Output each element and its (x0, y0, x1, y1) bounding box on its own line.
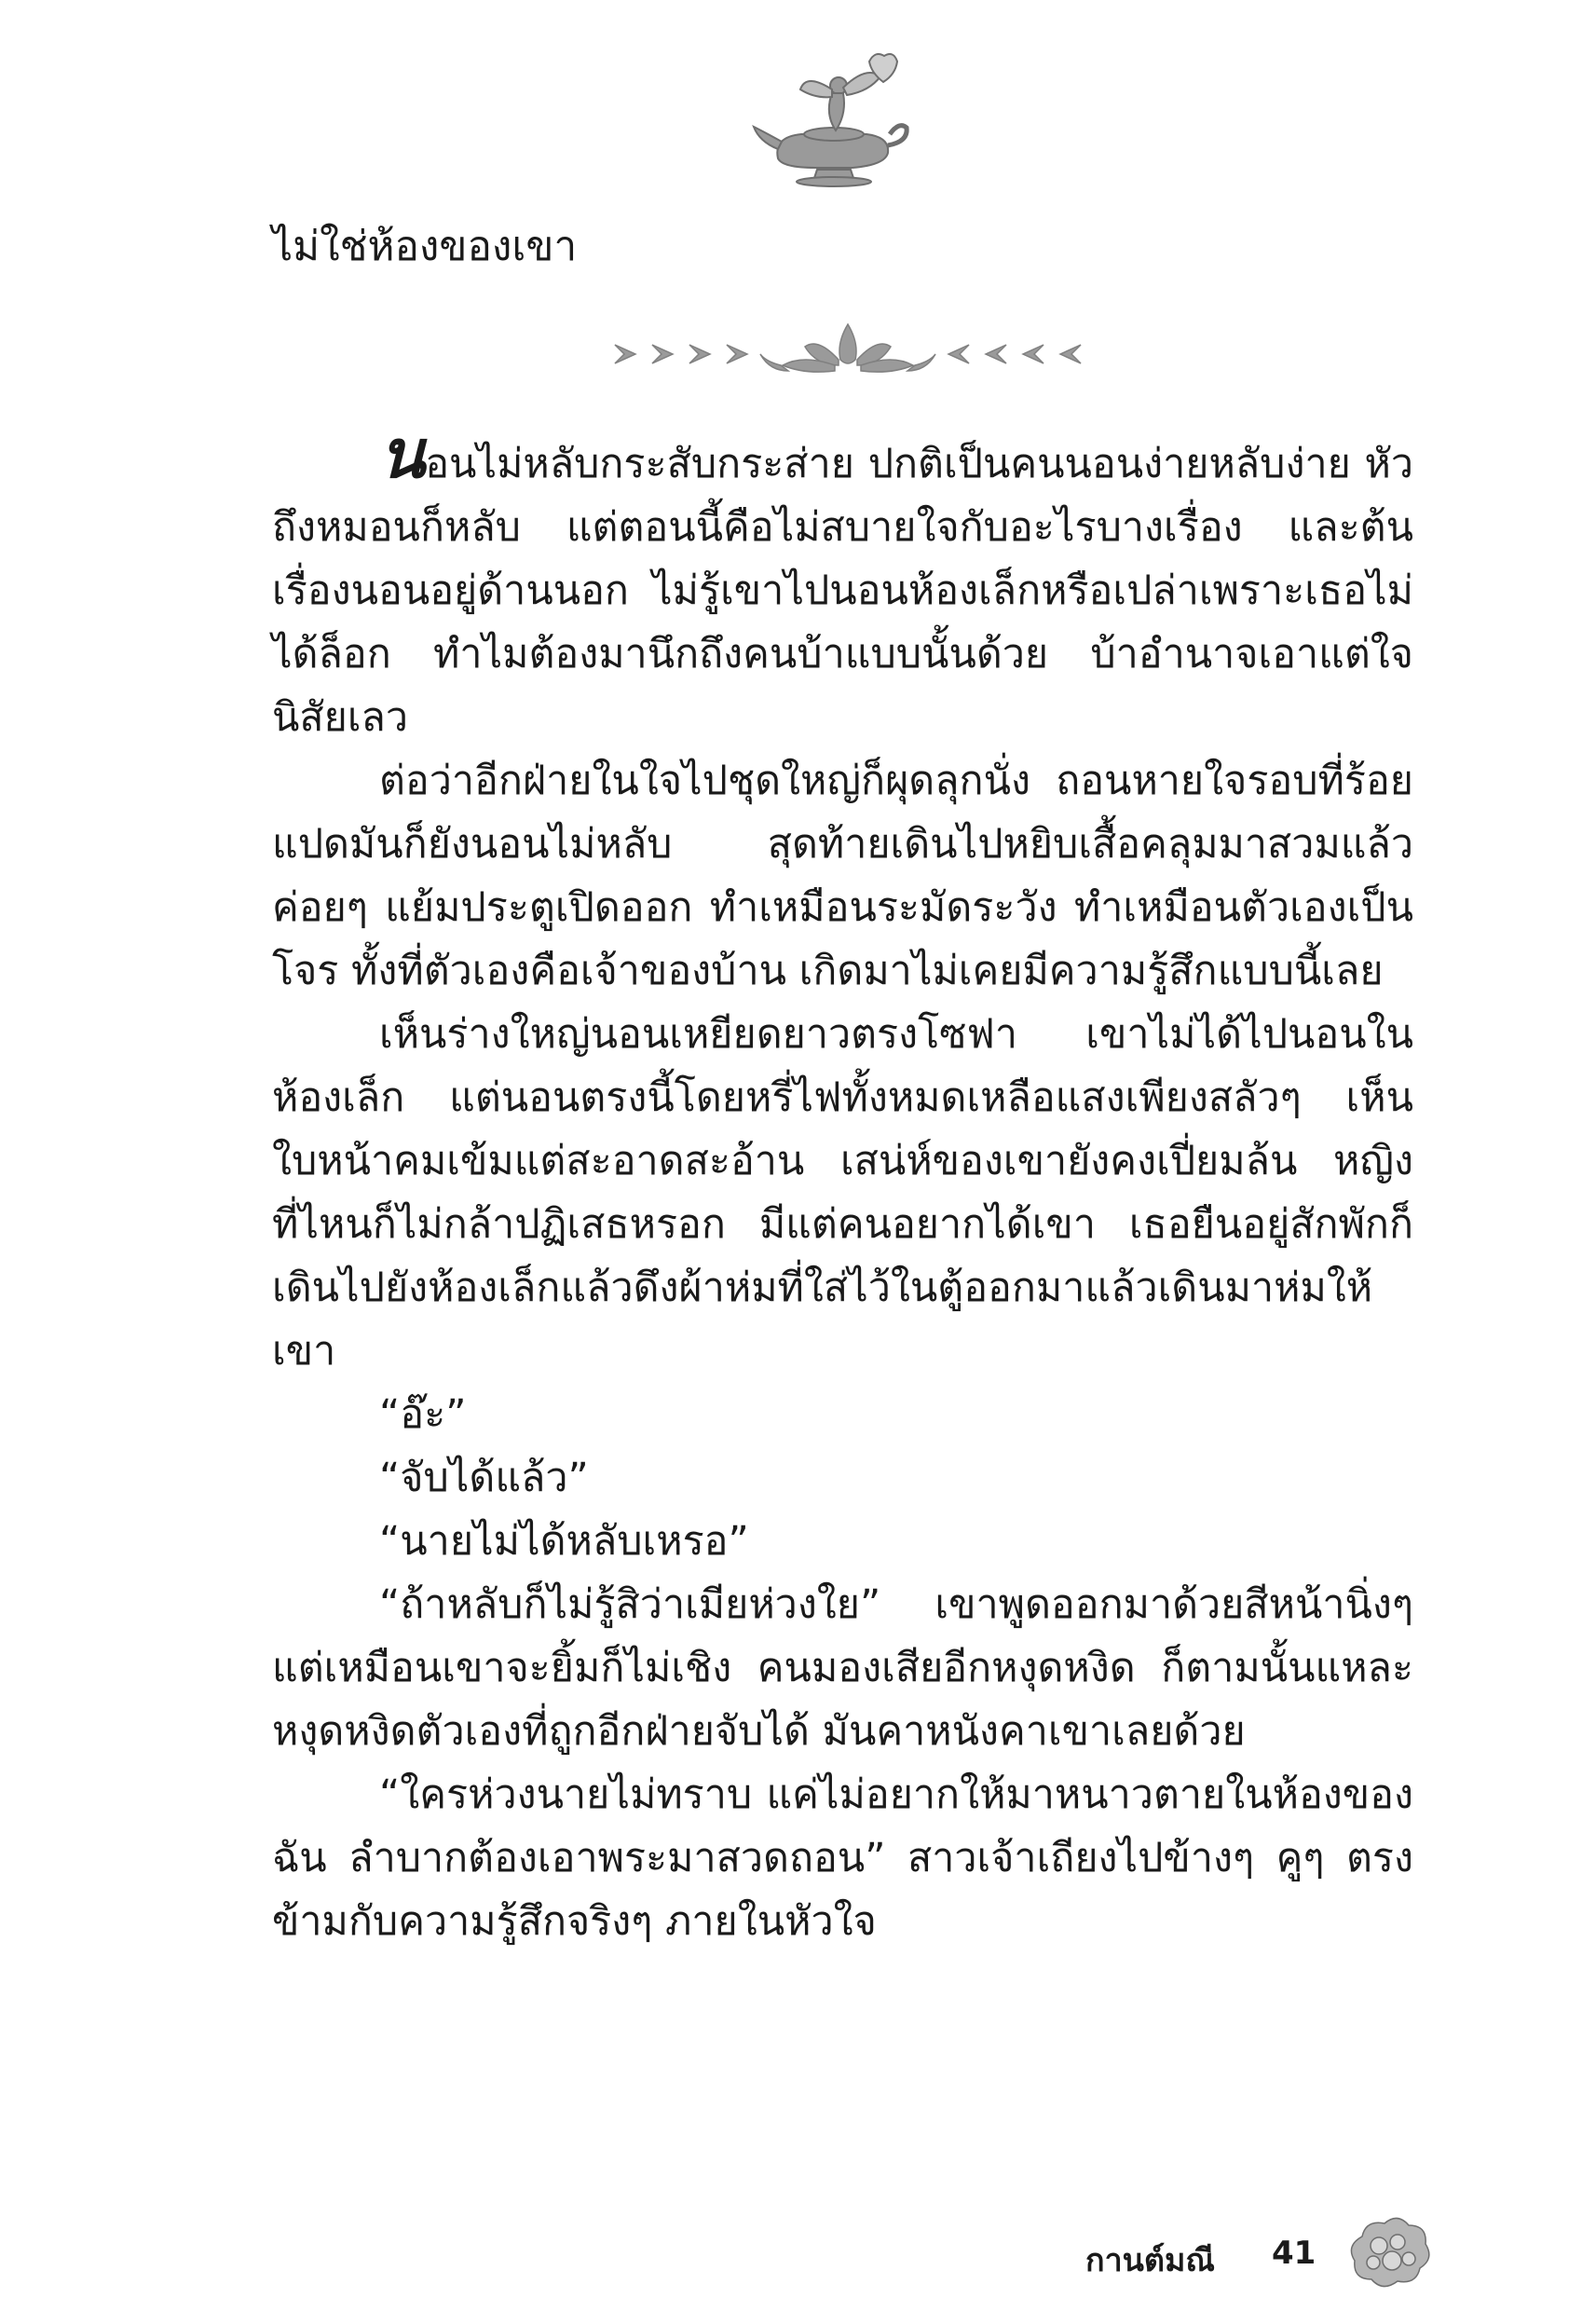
book-title: กานต์มณี (1085, 2242, 1215, 2279)
paragraph-5: “ใครห่วงนายไม่ทราบ แค่ไม่อยากให้มาหนาวตายในห้องของฉัน ลำบากต้องเอาพระมาสวดถอน” สาวเจ้าเถียงไปข้างๆ คูๆ ตรงข้ามกับความรู้สึกจริงๆ ภายในหัวใจ (272, 1771, 1413, 1945)
paragraph-2: ต่อว่าอีกฝ่ายในใจไปชุดใหญ่ก็ผุดลุกนั่ง ถอนหายใจรอบที่ร้อยแปดมันก็ยังนอนไม่หลับ สุดท้ายเดินไปหยิบเสื้อคลุมมาสวมแล้วค่อยๆ แย้มประตูเปิดออก ทำเหมือนระมัดระวัง ทำเหมือนตัวเองเป็นโจร ทั้งที่ตัวเองคือเจ้าของบ้าน เกิดมาไม่เคยมีความรู้สึกแบบนี้เลย (272, 758, 1413, 994)
lotus-arrow-divider-icon (606, 317, 1090, 391)
paragraph-3: เห็นร่างใหญ่นอนเหยียดยาวตรงโซฟา เขาไม่ได้ไปนอนในห้องเล็ก แต่นอนตรงนี้โดยหรี่ไฟทั้งหมดเหลือแสงเพียงสลัวๆ เห็นใบหน้าคมเข้มแต่สะอาดสะอ้าน เสน่ห์ของเขายังคงเปี่ยมล้น หญิงที่ไหนก็ไม่กล้าปฏิเสธหรอก มีแต่คนอยากได้เขา เธอยืนอยู่สักพักก็เดินไปยังห้องเล็กแล้วดึงผ้าห่มที่ใส่ไว้ในตู้ออกมาแล้วเดินมาห่มให้เขา (272, 1011, 1413, 1374)
dialogue-line: “จับได้แล้ว” (379, 1455, 589, 1501)
dialogue-line: “อ๊ะ” (379, 1391, 467, 1438)
body-text (272, 414, 1413, 1953)
opening-line: ไม่ใช่ห้องของเขา (272, 223, 578, 270)
drop-cap: น (379, 414, 426, 493)
paragraph-4: “ถ้าหลับก็ไม่รู้สิว่าเมียห่วงใย” เขาพูดออกมาด้วยสีหน้านิ่งๆ แต่เหมือนเขาจะยิ้มก็ไม่เชิง คนมองเสียอีกหงุดหงิด ก็ตามนั้นแหละ หงุดหงิดตัวเองที่ถูกอีกฝ่ายจับได้ มันคาหนังคาเขาเลยด้วย (272, 1581, 1413, 1755)
paragraph-1: นอนไม่หลับกระสับกระส่าย ปกติเป็นคนนอนง่ายหลับง่าย หัวถึงหมอนก็หลับ แต่ตอนนี้คือไม่สบายใจกับอะไรบางเรื่อง และต้นเรื่องนอนอยู่ด้านนอก ไม่รู้เขาไปนอนห้องเล็กหรือเปล่าเพราะเธอไม่ได้ล็อก ทำไมต้องมานึกถึงคนบ้าแบบนั้นด้วย บ้าอำนาจเอาแต่ใจนิสัยเลว (272, 414, 1413, 741)
dialogue-line: “นายไม่ได้หลับเหรอ” (379, 1518, 749, 1565)
genie-lamp-with-cupid-icon (750, 48, 913, 188)
page-number: 41 (1272, 2235, 1316, 2272)
flower-emblem-icon (1342, 2208, 1435, 2290)
